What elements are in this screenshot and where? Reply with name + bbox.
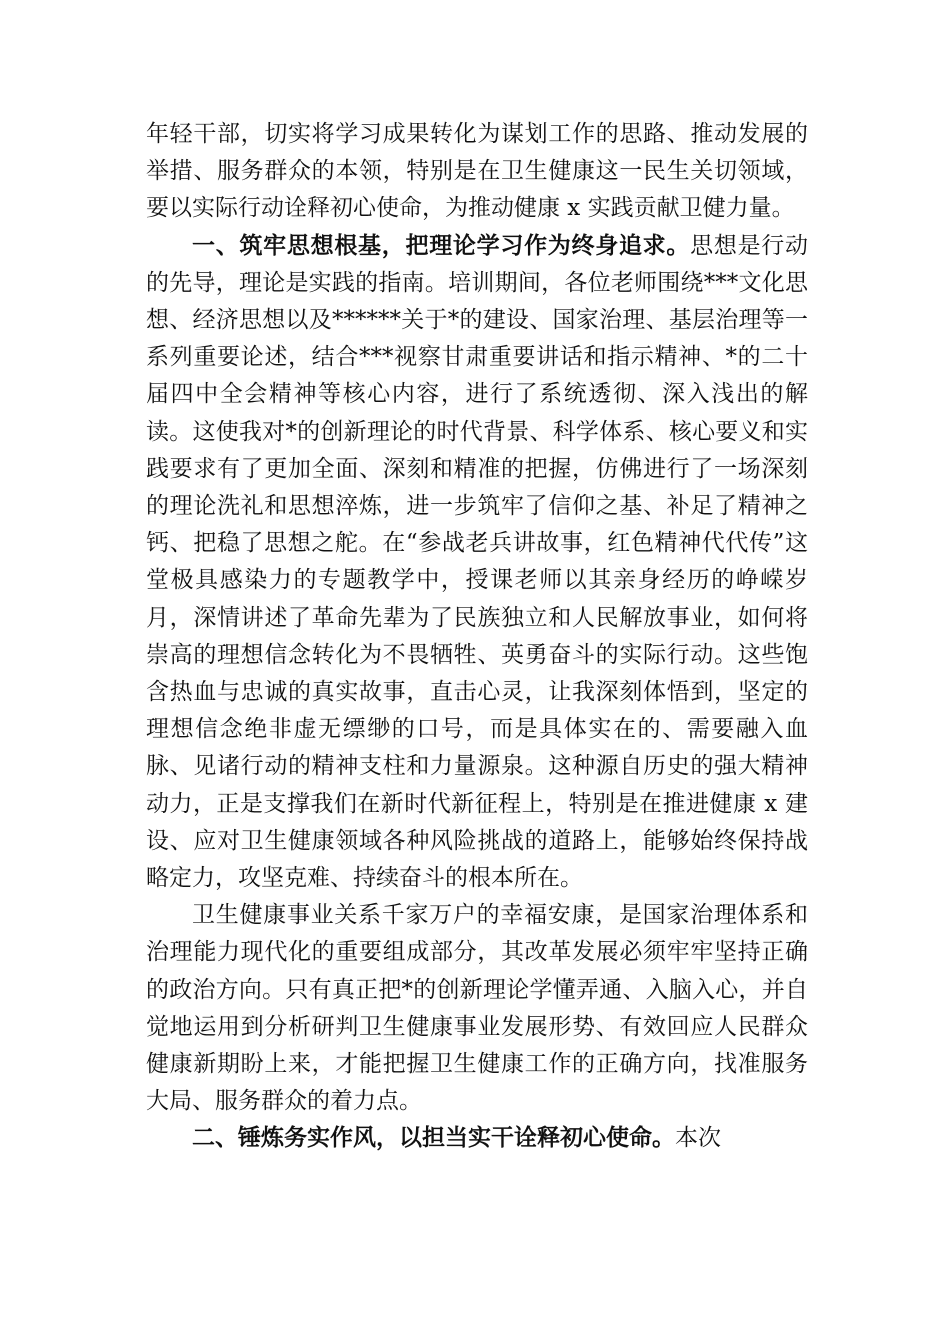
paragraph-2-text: 思想是行动的先导，理论是实践的指南。培训期间，各位老师围绕***文化思想、经济思想以及******关于*的建设、国家治理、基层治理等一系列重要论述，结合***视察甘肃重要讲话和指示精神、*的二十届四中全会精神等核心内容，进行了系统透彻、深入浅出的解读。这使我对*的创新理论的时代背景、科学体系、核心要义和实践要求有了更加全面、深刻和精准的把握，仿佛进行了一场深刻的理论洗礼和思想淬炼，进一步筑牢了信仰之基、补足了精神之钙、把稳了思想之舵。在“参战老兵讲故事，红色精神代代传”这堂极具感染力的专题教学中，授课老师以其亲身经历的峥嵘岁月，深情讲述了革命先辈为了民族独立和人民解放事业，如何将崇高的理想信念转化为不畏牺牲、英勇奋斗的实际行动。这些饱含热血与忠诚的真实故事，直击心灵，让我深刻体悟到，坚定的理想信念绝非虚无缥缈的口号，而是具体实在的、需要融入血脉、见诸行动的精神支柱和力量源泉。这种源自历史的强大精神动力，正是支撑我们在新时代新征程上，特别是在推进健康 x 建设、应对卫生健康领域各种风险挑战的道路上，能够始终保持战略定力，攻坚克难、持续奋斗的根本所在。 <box>146 232 809 892</box>
paragraph-3-text: 卫生健康事业关系千家万户的幸福安康，是国家治理体系和治理能力现代化的重要组成部分，其改革发展必须牢牢坚持正确的政治方向。只有真正把*的创新理论学懂弄通、入脑入心，并自觉地运用到分析研判卫生健康事业发展形势、有效回应人民群众健康新期盼上来，才能把握卫生健康工作的正确方向，找准服务大局、服务群众的着力点。 <box>146 902 808 1115</box>
paragraph-1 <box>146 116 808 228</box>
paragraph-3 <box>146 897 808 1120</box>
paragraph-1-text: 年轻干部，切实将学习成果转化为谋划工作的思路、推动发展的举措、服务群众的本领，特别是在卫生健康这一民生关切领域，要以实际行动诠释初心使命，为推动健康 x 实践贡献卫健力量。 <box>146 121 808 222</box>
document-body <box>146 116 808 1158</box>
paragraph-4 <box>146 1120 808 1157</box>
section-heading-2: 二、锤炼务实作风，以担当实干诠释初心使命。 <box>192 1125 675 1152</box>
paragraph-2 <box>146 228 808 898</box>
section-heading-1: 一、筑牢思想根基，把理论学习作为终身追求。 <box>192 232 691 259</box>
paragraph-4-text: 本次 <box>675 1125 721 1152</box>
